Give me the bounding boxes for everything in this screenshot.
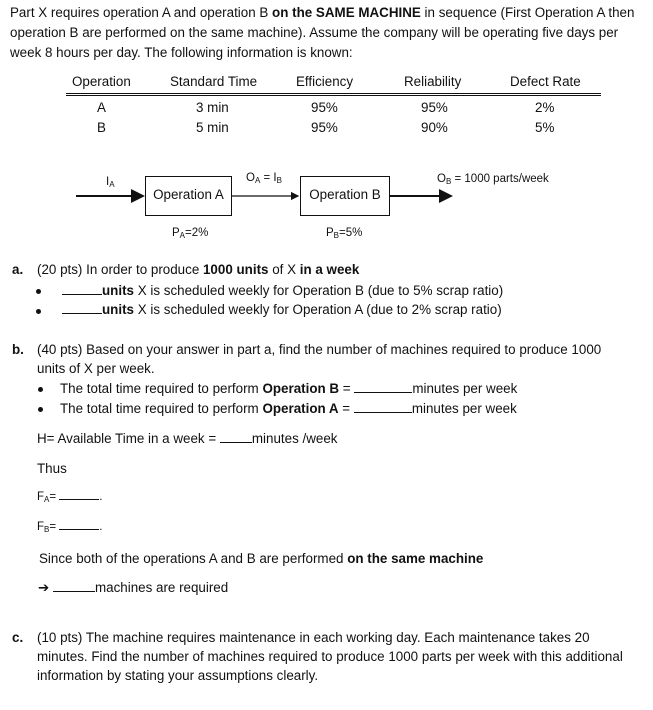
table-cell: 95%	[311, 120, 338, 135]
fb-eq: =	[49, 521, 57, 533]
table-header-defect-rate: Defect Rate	[510, 74, 581, 89]
pb-value: =5%	[339, 227, 363, 239]
ia-subscript: A	[109, 180, 115, 189]
intro-text: Part X requires operation A and operation B	[10, 5, 273, 20]
part-a-item-1	[62, 282, 503, 299]
part-c-line-3: information by stating your assumptions clearly.	[37, 668, 319, 683]
ob-subscript: B	[445, 177, 452, 186]
fb-line: $F_B=$ .	[37, 521, 103, 534]
part-c-line-2: minutes. Find the number of machines required to produce 1000 parts per week with this additional	[37, 649, 623, 664]
question-text: (20 pts) In order to produce	[37, 262, 203, 277]
item-emphasis: units	[102, 283, 134, 298]
intro-text: in sequence (First Operation A then	[420, 5, 635, 20]
operation-a-box: Operation A	[145, 176, 232, 216]
ob-symbol: O	[437, 173, 446, 185]
fa-subscript: A	[44, 495, 50, 504]
answer-blank[interactable]	[59, 489, 99, 500]
table-header-reliability: Reliability	[404, 74, 462, 89]
table-cell: 95%	[421, 100, 448, 115]
fa-symbol: F	[37, 491, 45, 503]
item-unit: minutes per week	[411, 401, 517, 416]
answer-blank[interactable]	[354, 400, 412, 413]
answer-blank[interactable]	[62, 282, 102, 295]
item-text: The total time required to perform	[60, 381, 263, 396]
pb-symbol: P	[326, 227, 334, 239]
since-text: Since both of the operations A and B are performed	[39, 551, 348, 566]
item-text: X is scheduled weekly for Operation A (due to 2% scrap ratio)	[134, 302, 502, 317]
item-text: =	[338, 401, 351, 416]
pa-symbol: P	[172, 227, 180, 239]
table-cell: 5 min	[196, 120, 229, 135]
answer-blank[interactable]	[53, 579, 95, 592]
item-text: =	[339, 381, 351, 396]
available-time-line	[37, 430, 337, 447]
pa-value: =2%	[185, 227, 209, 239]
answer-blank[interactable]	[354, 380, 412, 393]
item-emphasis: units	[102, 302, 134, 317]
bullet-icon	[38, 407, 43, 412]
part-b-marker: b.	[12, 342, 24, 357]
pb-label	[326, 225, 362, 244]
pa-subscript: A	[179, 231, 186, 240]
input-label	[106, 174, 115, 193]
table-cell: 2%	[535, 100, 555, 115]
bullet-icon	[36, 289, 41, 294]
transfer-label	[246, 170, 282, 189]
machines-text: machines are required	[94, 580, 229, 595]
part-b-question-line-1: (40 pts) Based on your answer in part a, find the number of machines required to produce 1000	[37, 342, 602, 357]
table-cell: 95%	[311, 100, 338, 115]
thus-label: Thus	[37, 461, 67, 476]
pa-label	[172, 225, 208, 244]
machines-line	[38, 579, 228, 596]
fb-symbol: F	[37, 521, 45, 533]
output-label	[437, 171, 549, 190]
question-emphasis: in a week	[299, 262, 360, 277]
intro-emphasis: on the SAME MACHINE	[272, 5, 421, 20]
table-cell: 90%	[421, 120, 448, 135]
ib-symbol: = I	[263, 172, 277, 184]
table-header-standard-time: Standard Time	[170, 74, 258, 89]
part-a-marker: a.	[12, 262, 24, 277]
part-b-question-line-2: units of X per week.	[37, 361, 155, 376]
ia-symbol: I	[106, 176, 110, 188]
part-b-item-2	[60, 400, 517, 417]
intro-line-3: week 8 hours per day. The following information is known:	[10, 45, 353, 60]
part-a-item-2	[62, 301, 502, 318]
answer-blank[interactable]	[62, 301, 102, 314]
since-line	[39, 550, 483, 567]
item-emphasis: Operation A	[262, 401, 339, 416]
bullet-icon	[36, 309, 41, 314]
part-c-marker: c.	[12, 630, 24, 645]
table-cell: B	[97, 120, 106, 135]
question-emphasis: 1000 units	[202, 262, 269, 277]
oa-symbol: O	[246, 172, 255, 184]
item-unit: minutes per week	[412, 381, 518, 396]
table-header-efficiency: Efficiency	[296, 74, 354, 89]
ib-subscript: B	[276, 176, 282, 185]
item-text: The total time required to perform	[60, 401, 263, 416]
table-header-operation: Operation	[72, 74, 131, 89]
part-a-question	[37, 261, 359, 278]
available-time-unit: minutes /week	[251, 431, 338, 446]
answer-blank[interactable]	[220, 430, 252, 443]
bullet-icon	[38, 387, 43, 392]
right-arrow-icon: ➔	[38, 580, 50, 595]
table-cell: 3 min	[196, 100, 229, 115]
intro-line-2: operation B are performed on the same machine). Assume the company will be operating five days per	[10, 25, 619, 40]
part-b-item-1	[60, 380, 517, 397]
item-text: X is scheduled weekly for Operation B (due to 5% scrap ratio)	[134, 283, 504, 298]
item-emphasis: Operation B	[262, 381, 340, 396]
ob-value: = 1000 parts/week	[451, 173, 549, 185]
question-text: of X	[268, 262, 300, 277]
table-cell: 5%	[535, 120, 555, 135]
fb-subscript: B	[44, 525, 50, 534]
fa-eq: =	[49, 491, 57, 503]
table-cell: A	[97, 100, 106, 115]
operation-b-box: Operation B	[300, 176, 390, 216]
oa-subscript: A	[254, 176, 261, 185]
since-emphasis: on the same machine	[347, 551, 484, 566]
fa-line: $F_A=$ .	[37, 491, 103, 504]
pb-subscript: B	[333, 231, 340, 240]
part-c-line-1: (10 pts) The machine requires maintenance in each working day. Each maintenance takes 20	[37, 630, 590, 645]
available-time-label: H= Available Time in a week =	[37, 431, 217, 446]
answer-blank[interactable]	[59, 519, 99, 530]
